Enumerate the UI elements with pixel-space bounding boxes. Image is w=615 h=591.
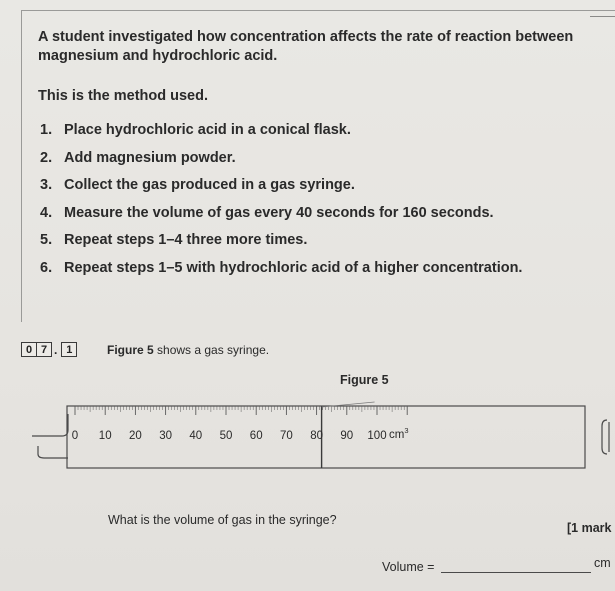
- syringe-inlet-tube: [32, 414, 68, 436]
- scale-label: 90: [340, 430, 354, 442]
- volume-label: Volume =: [382, 560, 435, 574]
- figure-reference: Figure 5: [107, 343, 154, 357]
- scale-unit-power: 3: [404, 426, 409, 435]
- intro-line-1: A student investigated how concentration affects the rate of reaction between: [38, 29, 574, 45]
- scale-label: 60: [249, 430, 263, 442]
- syringe-inlet-tube-lower: [38, 446, 68, 458]
- step-text: Measure the volume of gas every 40 seconds for 160 seconds.: [64, 204, 494, 221]
- mark-allocation: [1 mark: [567, 521, 612, 535]
- question-intro-text: shows a gas syringe.: [153, 343, 270, 357]
- question-dot: .: [54, 342, 58, 357]
- step-text: Repeat steps 1–4 three more times.: [64, 232, 308, 248]
- scale-ticks: [75, 406, 407, 415]
- step-number: 2.: [40, 149, 53, 166]
- scale-unit-text: cm: [389, 429, 405, 441]
- scale-label: 40: [189, 430, 203, 442]
- method-heading: This is the method used.: [38, 88, 208, 104]
- scale-label: 20: [129, 430, 142, 442]
- scale-label: 70: [280, 430, 293, 442]
- step-number: 5.: [40, 232, 53, 248]
- method-step: [40, 177, 522, 205]
- method-step: [40, 205, 522, 233]
- step-text: Repeat steps 1–5 with hydrochloric acid of a higher concentration.: [64, 259, 523, 276]
- question-text: What is the volume of gas in the syringe?: [108, 513, 337, 527]
- question-digit-box: 7: [36, 342, 52, 357]
- left-border-rule: [21, 10, 22, 322]
- scale-label: 0: [71, 430, 79, 442]
- method-step: [40, 232, 522, 260]
- question-digit-box: 0: [21, 342, 37, 357]
- step-text: Collect the gas produced in a gas syringe.: [64, 177, 355, 193]
- syringe-barrel: [67, 406, 585, 468]
- method-step: [40, 150, 522, 178]
- scale-label: 100: [367, 430, 387, 442]
- gas-syringe-diagram: [32, 396, 615, 496]
- corner-mark: [590, 16, 615, 17]
- scale-labels: [72, 430, 387, 442]
- method-steps-list: [40, 122, 522, 287]
- volume-answer-line[interactable]: [441, 572, 591, 573]
- volume-unit: cm: [594, 556, 611, 570]
- syringe-handle: [602, 420, 607, 454]
- question-number: [21, 342, 76, 357]
- step-text: Add magnesium powder.: [64, 149, 236, 166]
- step-number: 6.: [40, 259, 53, 276]
- scale-label: 80: [310, 430, 323, 442]
- question-part-box: 1: [61, 342, 77, 357]
- scale-unit-label: [389, 426, 409, 441]
- method-step: [40, 122, 522, 150]
- scale-label: 30: [159, 430, 172, 442]
- step-number: 3.: [40, 177, 53, 193]
- scale-label: 50: [219, 430, 233, 442]
- step-number: 1.: [40, 122, 53, 138]
- method-step: [40, 260, 522, 288]
- step-number: 4.: [40, 204, 53, 221]
- scale-label: 10: [98, 430, 112, 442]
- intro-line-2: magnesium and hydrochloric acid.: [38, 48, 278, 64]
- intro-paragraph: [38, 28, 598, 66]
- step-text: Place hydrochloric acid in a conical flask.: [64, 122, 351, 138]
- top-border-rule: [22, 10, 615, 11]
- figure-title: Figure 5: [340, 373, 389, 387]
- question-intro: [107, 343, 269, 357]
